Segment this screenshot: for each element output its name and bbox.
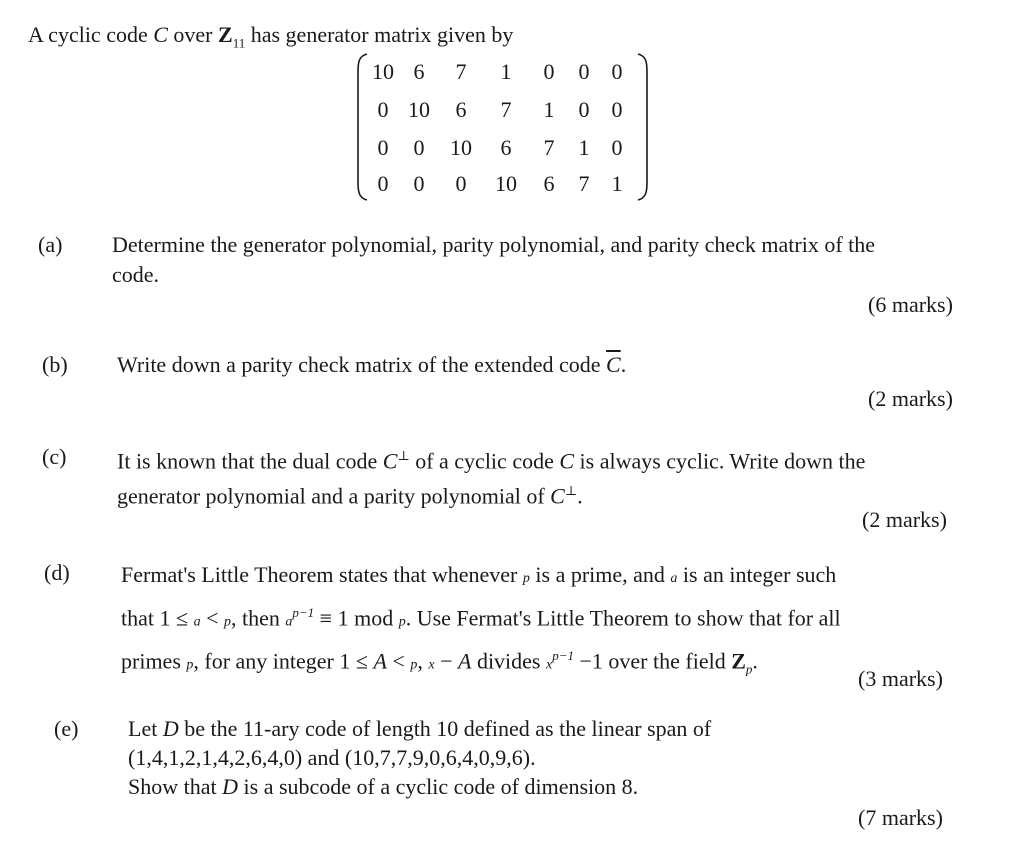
question-d-line1-a: Fermat's Little Theorem states that whenever	[121, 562, 523, 587]
question-c-text	[117, 441, 987, 512]
matrix-cell: 0	[611, 97, 623, 122]
minus: −	[434, 648, 458, 674]
question-b-end: .	[620, 352, 627, 377]
divides: divides	[471, 648, 546, 674]
question-d-line3-b: , for any integer 1 ≤	[193, 648, 374, 674]
question-e-line3-a: Show that	[128, 774, 223, 799]
matrix-cell: 1	[543, 97, 555, 122]
question-d-line1-b: is a prime, and	[529, 562, 671, 587]
matrix-cell: 10	[408, 97, 430, 122]
question-c-line2	[117, 476, 987, 511]
code-D: D	[162, 716, 179, 741]
question-d-line1-c: is an integer such	[677, 562, 837, 587]
question-e-line3-b: is a subcode of a cyclic code of dimension 8.	[238, 774, 639, 799]
integer-a: a	[670, 571, 678, 586]
matrix-cell: 6	[413, 59, 425, 84]
extended-code-symbol: $\overline{C}$	[606, 352, 621, 377]
question-e-line1-a: Let	[128, 716, 163, 741]
question-d-marks: (3 marks)	[858, 666, 943, 691]
matrix-row	[367, 166, 638, 202]
question-e-marks: (7 marks)	[858, 805, 943, 830]
variable-x: x	[428, 657, 435, 673]
matrix-cell: 1	[578, 135, 590, 160]
question-c-marks: (2 marks)	[862, 507, 947, 532]
code-D-2: D	[222, 774, 239, 799]
matrix-cell: 10	[372, 59, 394, 84]
matrix-row	[367, 92, 638, 128]
matrix-cell: 0	[377, 135, 389, 160]
matrix-cell: 0	[413, 135, 425, 160]
dual-perp-2: ⊥	[564, 483, 578, 499]
dual-code-symbol-2: C	[550, 483, 565, 509]
code-symbol-c: C	[559, 448, 575, 474]
matrix-cell: 0	[543, 59, 555, 84]
prime-p-4: p	[186, 657, 194, 673]
and-word: and	[302, 745, 345, 770]
matrix-cell: 7	[455, 59, 467, 84]
question-c-line1-c: is always cyclic. Write down the	[574, 448, 866, 474]
question-c-label: (c)	[42, 444, 67, 469]
matrix-cell: 0	[377, 171, 389, 196]
question-b-text	[117, 350, 977, 380]
prime-p-5: p	[410, 657, 418, 673]
field-symbol: Z	[218, 22, 233, 47]
question-a-line1: Determine the generator polynomial, parity polynomial, and parity check matrix of the	[112, 232, 876, 257]
intro-suffix: has generator matrix given by	[245, 22, 514, 47]
prime-p-3: p	[398, 614, 406, 630]
right-bracket-icon	[636, 52, 650, 202]
intro-prefix: A cyclic code	[28, 22, 154, 47]
matrix-cell: 0	[578, 97, 590, 122]
matrix-cell: 6	[500, 135, 512, 160]
question-d-line1	[121, 558, 981, 596]
question-d-label: (d)	[44, 560, 70, 585]
integer-A: A	[373, 648, 387, 674]
question-a-label: (a)	[38, 232, 63, 257]
generator-matrix	[355, 52, 650, 202]
question-d-line2-b: , then	[231, 605, 286, 631]
field-Zp-sub: p	[745, 662, 753, 678]
question-d-text	[121, 558, 981, 687]
question-e-line1-b: be the 11-ary code of length 10 defined as the linear span of	[178, 716, 712, 741]
matrix-cell: 0	[455, 171, 467, 196]
question-d-line3	[121, 639, 981, 687]
question-e-line1	[128, 714, 968, 743]
field-Zp: Z	[731, 648, 746, 674]
integer-a-3: a	[285, 614, 293, 630]
vector-2: (10,7,7,9,0,6,4,0,9,6)	[344, 745, 531, 770]
question-d-line3-a: primes	[121, 648, 187, 674]
question-e-text	[128, 714, 968, 801]
field-subscript: 11	[232, 35, 246, 51]
question-a-marks: (6 marks)	[868, 292, 953, 317]
question-d-line2	[121, 596, 981, 639]
intro-over: over	[167, 22, 219, 47]
matrix-cell: 1	[500, 59, 512, 84]
vector-1: (1,4,1,2,1,4,2,6,4,0)	[128, 745, 303, 770]
matrix-cell: 0	[611, 59, 623, 84]
matrix-cell: 10	[495, 171, 517, 196]
code-symbol: C	[153, 22, 168, 47]
integer-a-2: a	[193, 614, 201, 630]
question-c-line1-a: It is known that the dual code	[117, 448, 383, 474]
matrix-cell: 6	[543, 171, 555, 196]
comma: ,	[417, 648, 429, 674]
exponent-p-minus-1: p−1	[292, 605, 315, 620]
question-a-line2: code.	[112, 262, 160, 287]
question-e-line3	[128, 772, 968, 801]
question-d-line2-a: that 1 ≤	[121, 605, 194, 631]
matrix-cell: 0	[413, 171, 425, 196]
matrix-cell: 7	[543, 135, 555, 160]
matrix-cell: 7	[500, 97, 512, 122]
minus-one-over-field: −1 over the field	[574, 648, 732, 674]
matrix-row	[367, 130, 638, 166]
matrix-row	[367, 54, 638, 90]
prime-p: p	[522, 571, 530, 586]
matrix-cell: 1	[611, 171, 623, 196]
question-c-line2-a: generator polynomial and a parity polynomial of	[117, 483, 551, 509]
question-c-line1	[117, 441, 987, 476]
matrix-cell: 10	[450, 135, 472, 160]
question-b-body: Write down a parity check matrix of the extended code	[117, 352, 607, 377]
less-than: <	[200, 605, 224, 631]
question-b-marks: (2 marks)	[868, 386, 953, 411]
question-c-line2-end: .	[577, 483, 583, 509]
question-e-label: (e)	[54, 716, 79, 741]
question-b-label: (b)	[42, 352, 68, 377]
intro-line	[28, 22, 513, 51]
question-c-line1-b: of a cyclic code	[409, 448, 560, 474]
dual-perp: ⊥	[397, 448, 410, 463]
matrix-cell: 6	[455, 97, 467, 122]
question-d-line3-end: .	[752, 648, 758, 674]
dual-code-symbol: C	[382, 448, 398, 474]
congruence: ≡ 1 mod	[314, 605, 399, 631]
less-than-2: <	[386, 648, 411, 674]
exponent-p-minus-1-2: p−1	[552, 648, 574, 664]
question-e-line2-end: .	[530, 745, 536, 770]
matrix-cell: 0	[578, 59, 590, 84]
variable-x-2: x	[546, 657, 553, 673]
matrix-cell: 0	[377, 97, 389, 122]
matrix-cell: 7	[578, 171, 590, 196]
question-d-line2-c: . Use Fermat's Little Theorem to show that for all	[405, 605, 841, 631]
integer-A-2: A	[457, 648, 472, 674]
matrix-cell: 0	[611, 135, 623, 160]
question-a-text	[112, 230, 992, 290]
question-e-line2	[128, 743, 968, 772]
prime-p-2: p	[224, 614, 231, 630]
